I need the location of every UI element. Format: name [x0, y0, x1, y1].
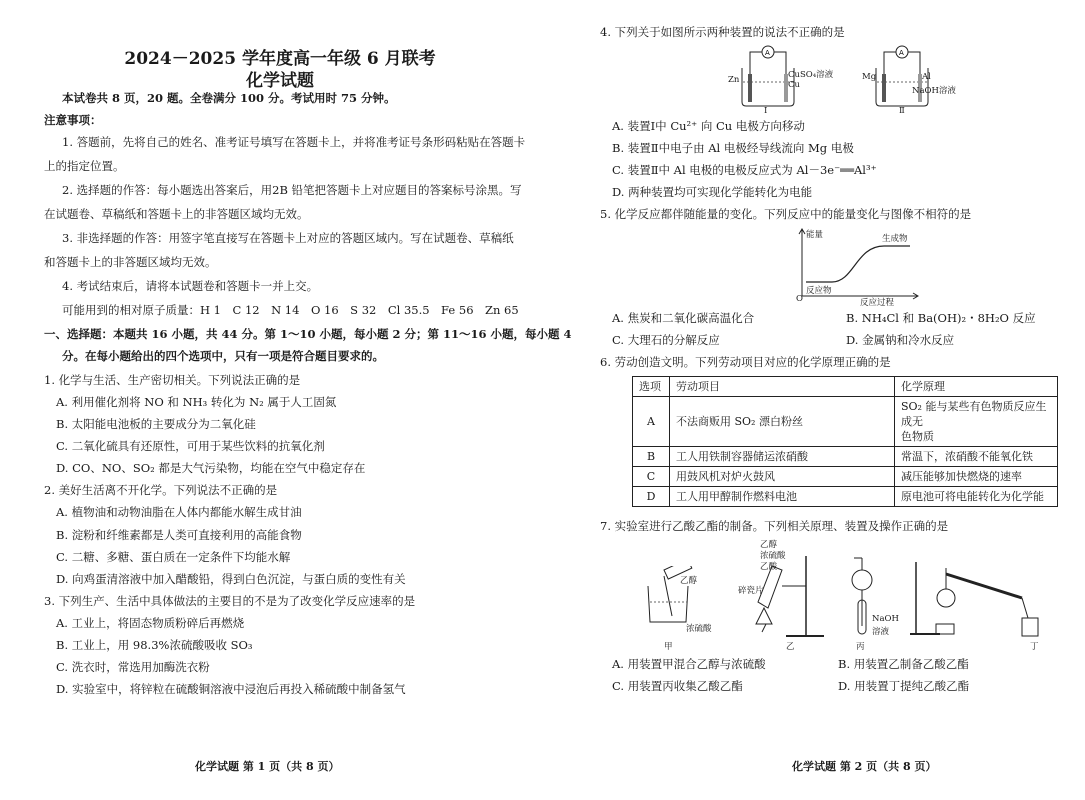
device-1-label: Ⅰ — [764, 106, 768, 116]
ethanol-label: 乙醇 — [680, 576, 698, 586]
table-header-cell: 化学原理 — [895, 377, 1058, 397]
q4-option-c: C. 装置Ⅱ中 Al 电极的电极反应式为 Al－3e⁻══Al³⁺ — [612, 163, 877, 177]
note-line: 和答题卡上的非答题区域均无效。 — [44, 255, 217, 269]
q3-option-d: D. 实验室中，将锌粒在硫酸铜溶液中浸泡后再投入稀硫酸中制备氢气 — [56, 682, 406, 696]
note-line: 4. 考试结束后，请将本试题卷和答题卡一并上交。 — [62, 279, 319, 293]
q4-option-b: B. 装置Ⅱ中电子由 Al 电极经导线流向 Mg 电极 — [612, 141, 854, 155]
table-cell: 工人用甲醇制作燃料电池 — [670, 487, 895, 507]
yi-label: 乙 — [786, 642, 795, 652]
table-cell: 减压能够加快燃烧的速率 — [895, 467, 1058, 487]
exam-title: 2024－2025 学年度高一年级 6 月联考 — [124, 49, 436, 69]
q1-option-b: B. 太阳能电池板的主要成分为二氧化硅 — [56, 417, 256, 431]
q3-option-c: C. 洗衣时，常选用加酶洗衣粉 — [56, 660, 210, 674]
section-heading: 一、选择题：本题共 16 小题，共 44 分。第 1～10 小题，每小题 2 分；第 11～16 小题，每小题 4 — [44, 327, 572, 341]
table-cell: 不法商贩用 SO₂ 漂白粉丝 — [670, 397, 895, 447]
mix-acetic-label: 乙酸 — [760, 562, 778, 572]
q2-option-b: B. 淀粉和纤维素都是人类可直接利用的高能食物 — [56, 528, 302, 542]
chips-label: 碎瓷片 — [738, 586, 764, 596]
note-line: 上的指定位置。 — [44, 159, 125, 173]
q4-option-a: A. 装置Ⅰ中 Cu²⁺ 向 Cu 电极方向移动 — [612, 119, 805, 133]
page-footer: 化学试题 第 1 页（共 8 页） — [195, 760, 340, 773]
note-line: 1. 答题前，先将自己的姓名、准考证号填写在答题卡上，并将准考证号条形码粘贴在答题卡 — [62, 135, 526, 149]
page-footer: 化学试题 第 2 页（共 8 页） — [792, 760, 937, 773]
table-cell: 工人用铁制容器储运浓硝酸 — [670, 447, 895, 467]
q1-option-c: C. 二氧化硫具有还原性，可用于某些饮料的抗氧化剂 — [56, 439, 325, 453]
table-row — [633, 397, 1058, 447]
bing-label: 丙 — [856, 642, 865, 652]
q7-option-a: A. 用装置甲混合乙醇与浓硫酸 — [612, 657, 766, 671]
naoh-label-2: 溶液 — [872, 627, 890, 637]
zn-label: Zn — [728, 75, 740, 85]
notes-heading: 注意事项： — [44, 113, 102, 127]
reactant-label: 反应物 — [806, 286, 832, 296]
q2-option-c: C. 二糖、多糖、蛋白质在一定条件下均能水解 — [56, 550, 291, 564]
table-cell: D — [633, 487, 670, 507]
table-header-cell: 劳动项目 — [670, 377, 895, 397]
galvanic-cell-2-diagram — [872, 44, 952, 116]
jia-label: 甲 — [664, 642, 673, 652]
q7-option-b: B. 用装置乙制备乙酸乙酯 — [838, 657, 969, 671]
ammeter-label: A — [765, 49, 770, 57]
q4-stem: 4. 下列关于如图所示两种装置的说法不正确的是 — [600, 25, 845, 39]
table-row — [633, 467, 1058, 487]
mix-ethanol-label: 乙醇 — [760, 540, 778, 550]
note-line: 3. 非选择题的作答：用签字笔直接写在答题卡上对应的答题区域内。写在试题卷、草稿纸 — [62, 231, 514, 245]
q5-option-b: B. NH₄Cl 和 Ba(OH)₂・8H₂O 反应 — [846, 311, 1036, 325]
q6-table — [632, 376, 1058, 507]
table-cell-line: 色物质 — [901, 430, 934, 443]
cu-label: Cu — [788, 80, 800, 90]
origin-label: O — [796, 294, 803, 304]
q3-option-b: B. 工业上，用 98.3%浓硫酸吸收 SO₃ — [56, 638, 253, 652]
product-label: 生成物 — [882, 234, 908, 244]
galvanic-cell-1-diagram — [728, 44, 818, 116]
q3-option-a: A. 工业上，将固态物质粉碎后再燃烧 — [56, 616, 245, 630]
exam-intro: 本试卷共 8 页，20 题。全卷满分 100 分。考试用时 75 分钟。 — [62, 91, 396, 105]
q4-option-d: D. 两种装置均可实现化学能转化为电能 — [612, 185, 813, 199]
naoh-label: NaOH溶液 — [912, 86, 956, 96]
al-label: Al — [922, 72, 931, 82]
q5-option-d: D. 金属钠和冷水反应 — [846, 333, 955, 347]
note-line: 2. 选择题的作答：每小题选出答案后，用2B 铅笔把答题卡上对应题目的答案标号涂黑。写 — [62, 183, 522, 197]
table-cell: 原电池可将电能转化为化学能 — [895, 487, 1058, 507]
q7-option-c: C. 用装置丙收集乙酸乙酯 — [612, 679, 743, 693]
energy-axis-label: 能量 — [806, 230, 824, 240]
q5-option-a: A. 焦炭和二氧化碳高温化合 — [612, 311, 755, 325]
q2-option-d: D. 向鸡蛋清溶液中加入醋酸铅，得到白色沉淀，与蛋白质的变性有关 — [56, 572, 406, 586]
table-cell: C — [633, 467, 670, 487]
q1-option-d: D. CO、NO、SO₂ 都是大气污染物，均能在空气中稳定存在 — [56, 461, 366, 475]
table-cell — [895, 397, 1058, 447]
q1-option-a: A. 利用催化剂将 NO 和 NH₃ 转化为 N₂ 属于人工固氮 — [56, 395, 337, 409]
table-row — [633, 487, 1058, 507]
conc-h2so4-label: 浓硫酸 — [686, 624, 712, 634]
table-cell-line: SO₂ 能与某些有色物质反应生成无 — [901, 400, 1047, 428]
q5-stem: 5. 化学反应都伴随能量的变化。下列反应中的能量变化与图像不相符的是 — [600, 207, 972, 221]
table-cell: B — [633, 447, 670, 467]
table-cell: 常温下，浓硝酸不能氧化铁 — [895, 447, 1058, 467]
exam-subtitle: 化学试题 — [246, 71, 314, 91]
table-header-row — [633, 377, 1058, 397]
table-cell: A — [633, 397, 670, 447]
ding-label: 丁 — [1030, 642, 1039, 652]
mix-h2so4-label: 浓硫酸 — [760, 551, 786, 561]
q2-stem: 2. 美好生活离不开化学。下列说法不正确的是 — [44, 483, 278, 497]
q7-option-d: D. 用装置丁提纯乙酸乙酯 — [838, 679, 970, 693]
atomic-masses: 可能用到的相对原子质量：H 1 C 12 N 14 O 16 S 32 Cl 35.5 Fe 56 Zn 65 — [62, 303, 519, 317]
reaction-axis-label: 反应过程 — [860, 298, 895, 308]
q7-stem: 7. 实验室进行乙酸乙酯的制备。下列相关原理、装置及操作正确的是 — [600, 519, 949, 533]
section-heading-cont: 分。在每小题给出的四个选项中，只有一项是符合题目要求的。 — [62, 349, 384, 363]
table-header-cell: 选项 — [633, 377, 670, 397]
right-page — [560, 0, 1085, 800]
table-cell: 用鼓风机对炉火鼓风 — [670, 467, 895, 487]
apparatus-ding — [910, 558, 1056, 640]
cuso4-label: CuSO₄溶液 — [788, 70, 834, 80]
device-2-label: Ⅱ — [899, 106, 905, 116]
q1-stem: 1. 化学与生活、生产密切相关。下列说法正确的是 — [44, 373, 301, 387]
ammeter-label: A — [899, 49, 904, 57]
mg-label: Mg — [862, 72, 877, 82]
q6-stem: 6. 劳动创造文明。下列劳动项目对应的化学原理正确的是 — [600, 355, 891, 369]
naoh-label-1: NaOH — [872, 614, 899, 624]
q2-option-a: A. 植物油和动物油脂在人体内都能水解生成甘油 — [56, 505, 302, 519]
q5-option-c: C. 大理石的分解反应 — [612, 333, 720, 347]
q3-stem: 3. 下列生产、生活中具体做法的主要目的不是为了改变化学反应速率的是 — [44, 594, 416, 608]
table-row — [633, 447, 1058, 467]
note-line: 在试题卷、草稿纸和答题卡上的非答题区域均无效。 — [44, 207, 309, 221]
